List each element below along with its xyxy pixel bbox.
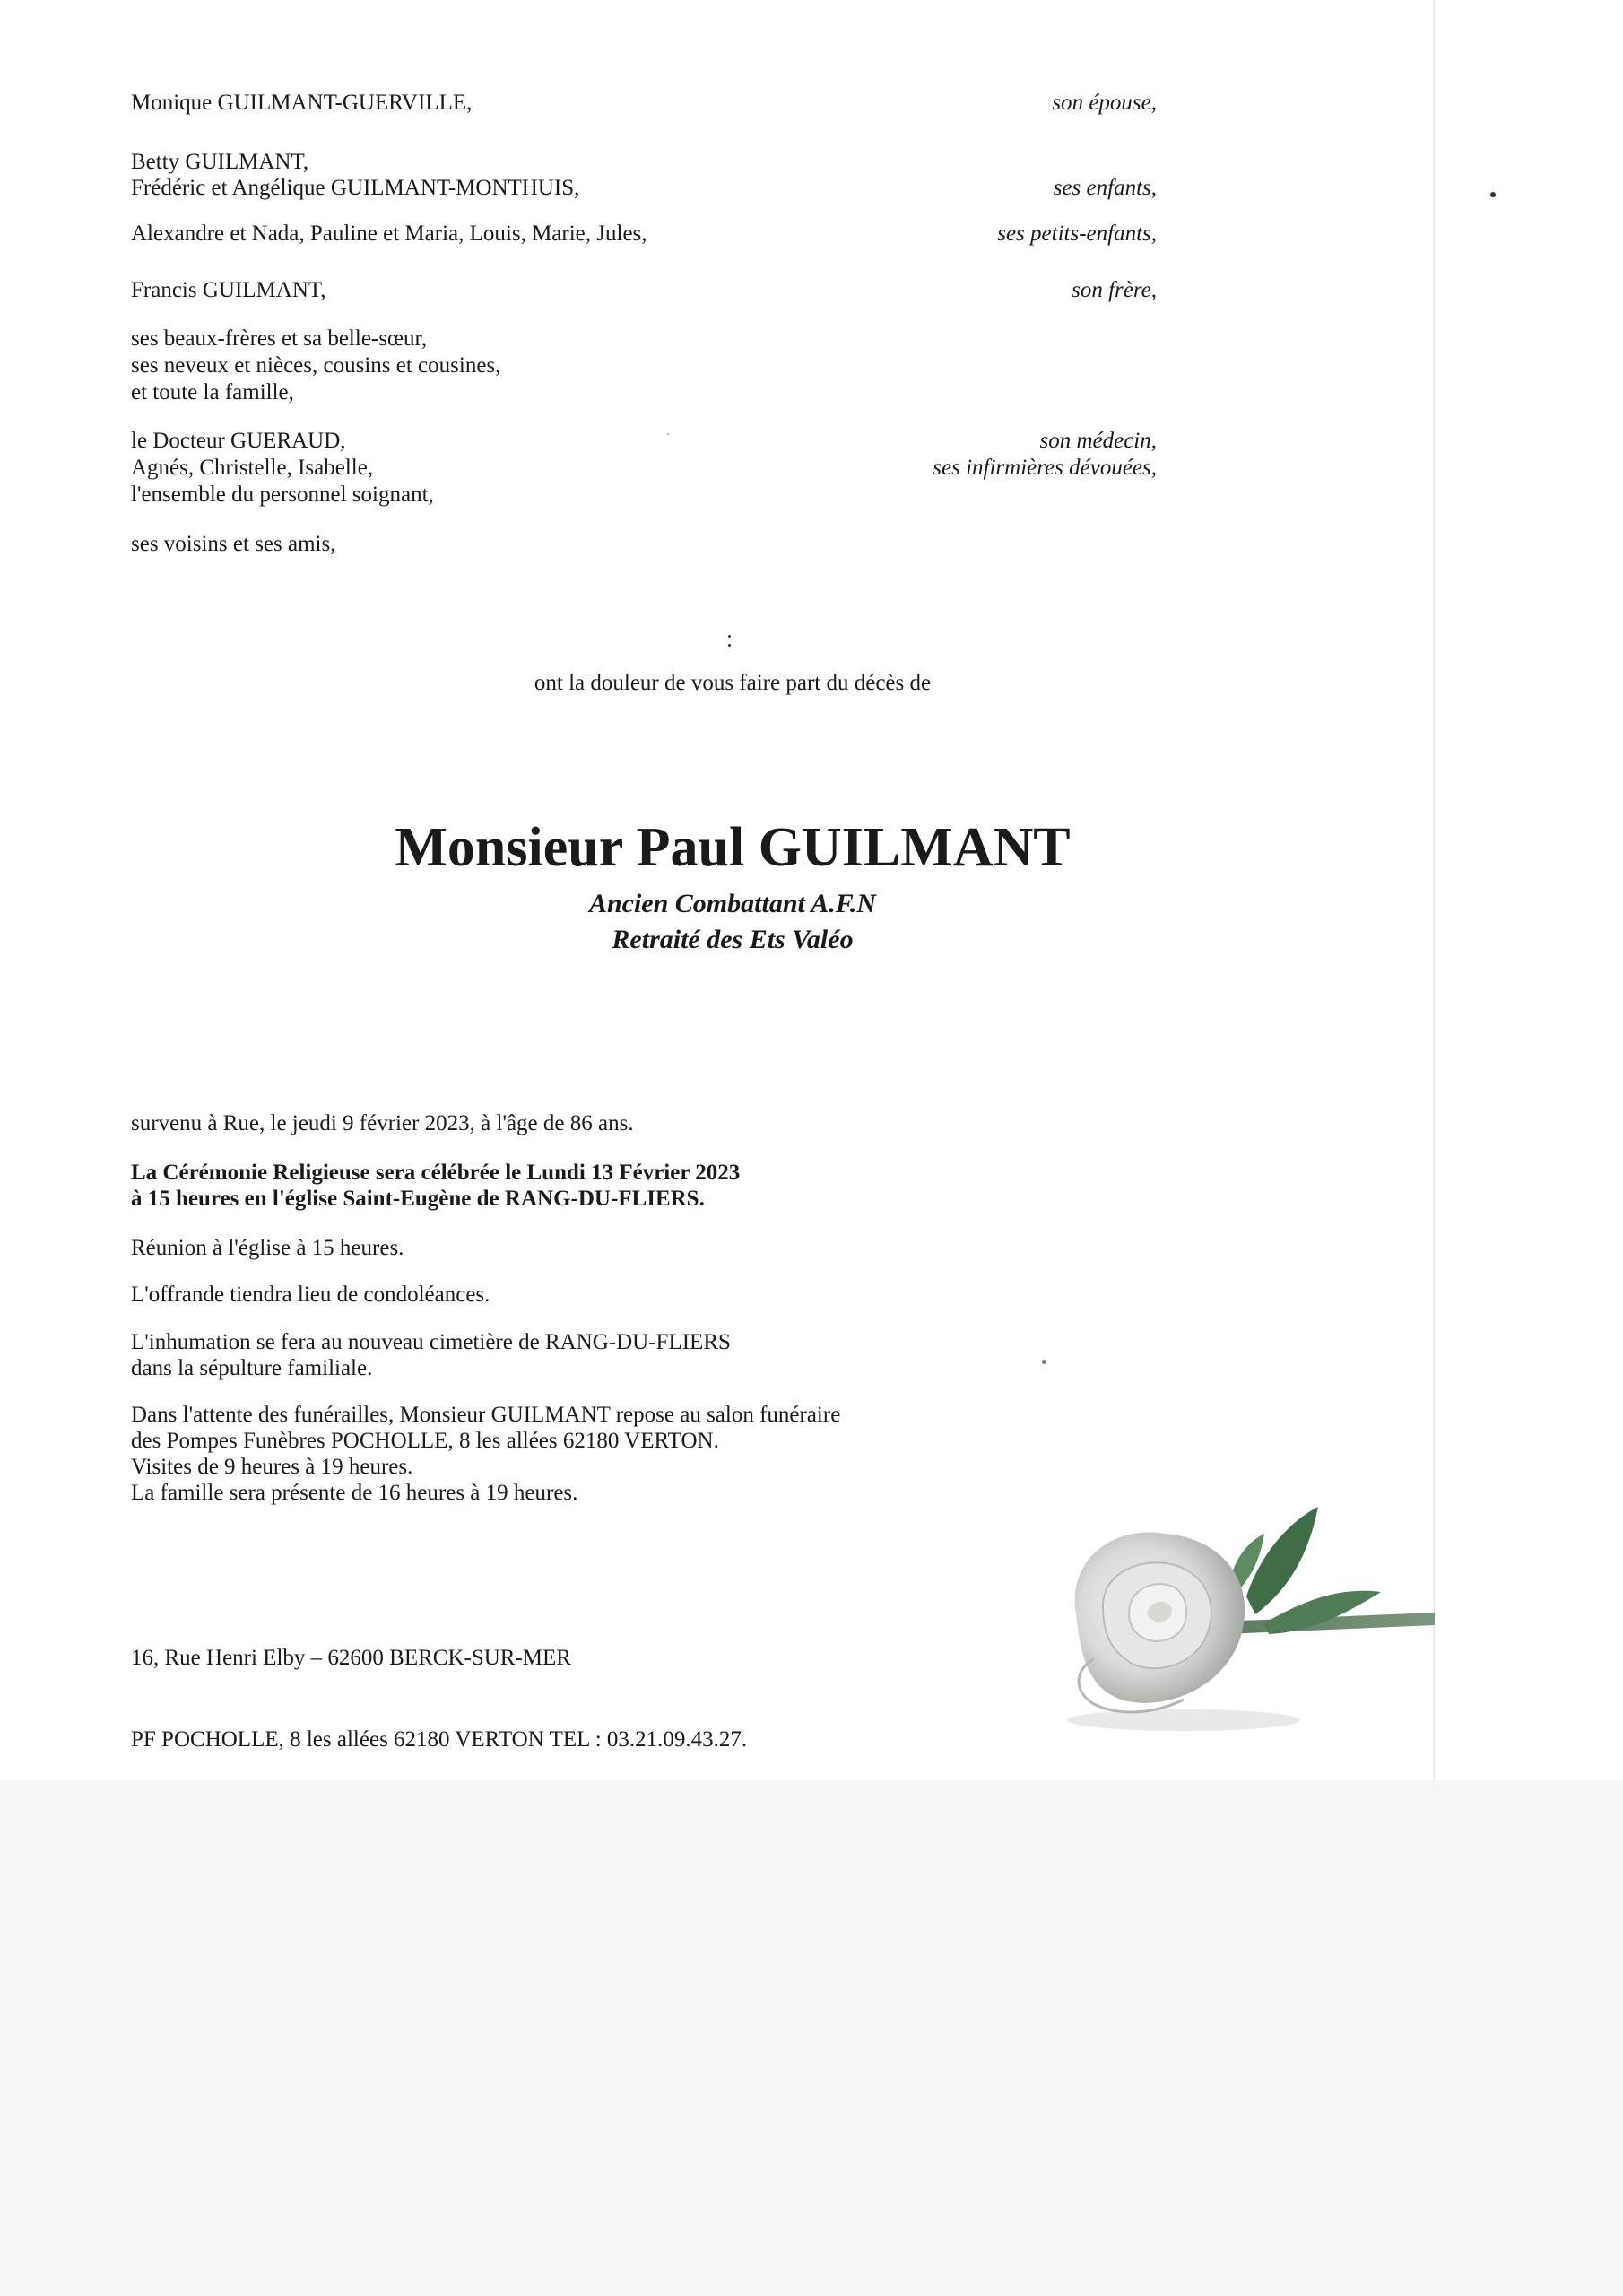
burial-info: dans la sépulture familiale. — [131, 1356, 373, 1380]
scan-speck — [728, 635, 731, 638]
rest-info: La famille sera présente de 16 heures à 19 heures. — [131, 1481, 578, 1505]
family-line: ses neveux et nièces, cousins et cousines, — [131, 353, 501, 378]
family-line: ses beaux-frères et sa belle-sœur, — [131, 326, 428, 351]
deceased-title: Ancien Combattant A.F.N — [588, 889, 877, 918]
family-line: Betty GUILMANT, — [131, 150, 309, 174]
funeral-home-contact: PF POCHOLLE, 8 les allées 62180 VERTON TEL : 03.21.09.43.27. — [131, 1727, 748, 1752]
family-line: Monique GUILMANT-GUERVILLE, — [131, 91, 473, 115]
deceased-name: Monsieur Paul GUILMANT — [395, 817, 1071, 878]
scan-speck — [1490, 192, 1496, 197]
ceremony-info: La Cérémonie Religieuse sera célébrée le Lundi 13 Février 2023 — [131, 1161, 741, 1185]
family-line: Frédéric et Angélique GUILMANT-MONTHUIS, — [131, 176, 580, 200]
death-details: survenu à Rue, le jeudi 9 février 2023, à l'âge de 86 ans. — [131, 1111, 634, 1135]
relation-label: son médecin, — [1039, 429, 1157, 453]
footer-address: 16, Rue Henri Elby – 62600 BERCK-SUR-MER — [131, 1646, 571, 1670]
family-line: Agnés, Christelle, Isabelle, — [131, 456, 374, 480]
deceased-title: Retraité des Ets Valéo — [612, 925, 854, 954]
rest-info: Visites de 9 heures à 19 heures. — [131, 1455, 413, 1479]
burial-info: L'inhumation se fera au nouveau cimetière de RANG-DU-FLIERS — [131, 1330, 731, 1354]
announcement-text: ont la douleur de vous faire part du décès de — [534, 671, 932, 695]
scan-speck — [1042, 1360, 1046, 1364]
relation-label: son frère, — [1072, 278, 1157, 302]
family-line: le Docteur GUERAUD, — [131, 429, 346, 453]
white-rose-image — [1040, 1489, 1435, 1740]
offering-info: L'offrande tiendra lieu de condoléances. — [131, 1283, 490, 1307]
scan-speck — [728, 644, 731, 647]
family-line: et toute la famille, — [131, 380, 294, 404]
relation-label: ses petits-enfants, — [997, 222, 1157, 246]
family-line: ses voisins et ses amis, — [131, 532, 336, 556]
relation-label: ses enfants, — [1053, 176, 1157, 200]
rest-info: des Pompes Funèbres POCHOLLE, 8 les allées 62180 VERTON. — [131, 1429, 719, 1453]
relation-label: son épouse, — [1052, 91, 1157, 115]
ceremony-info: à 15 heures en l'église Saint-Eugène de RANG-DU-FLIERS. — [131, 1187, 705, 1211]
rest-info: Dans l'attente des funérailles, Monsieur GUILMANT repose au salon funéraire — [131, 1403, 841, 1427]
family-line: Alexandre et Nada, Pauline et Maria, Louis, Marie, Jules, — [131, 222, 647, 246]
scan-speck — [667, 433, 669, 435]
relation-label: ses infirmières dévouées, — [933, 456, 1157, 480]
family-line: Francis GUILMANT, — [131, 278, 326, 302]
family-line: l'ensemble du personnel soignant, — [131, 483, 434, 507]
meeting-info: Réunion à l'église à 15 heures. — [131, 1236, 404, 1260]
scanner-background — [0, 1780, 1623, 2296]
